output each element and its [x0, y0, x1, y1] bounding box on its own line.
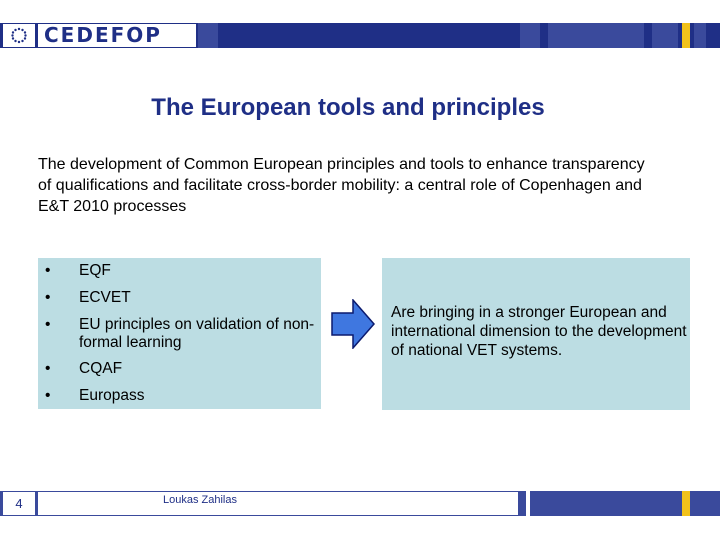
header-block — [652, 23, 678, 48]
intro-paragraph: The development of Common European principles and tools to enhance transparency of qualifications and facilitate cross-border mobility: a central role of Copenhagen and E&T 2010 processes — [38, 156, 645, 215]
list-item-text: EU principles on validation of non-formal learning — [79, 316, 315, 351]
right-arrow-icon — [331, 299, 375, 354]
eu-flag-icon — [3, 24, 35, 47]
bullet-icon: • — [45, 316, 51, 333]
cedefop-logo: CEDEFOP — [44, 23, 162, 47]
footer-panel — [38, 492, 518, 515]
slide-title: The European tools and principles — [151, 94, 545, 121]
tools-box — [38, 258, 321, 409]
bullet-icon: • — [45, 360, 51, 377]
footer-accent — [682, 491, 690, 516]
header-block — [198, 23, 218, 48]
header-block — [520, 23, 540, 48]
author-name: Loukas Zahilas — [163, 494, 237, 506]
list-item-text: EQF — [79, 262, 111, 279]
list-item-text: CQAF — [79, 360, 123, 377]
bullet-icon: • — [45, 262, 51, 279]
result-text: Are bringing in a stronger European and international dimension to the development of national VET systems. — [391, 304, 687, 359]
header-block — [548, 23, 644, 48]
footer-divider — [526, 491, 530, 516]
bullet-icon: • — [45, 387, 51, 404]
bullet-icon: • — [45, 289, 51, 306]
result-box — [382, 258, 690, 410]
header-block — [694, 23, 706, 48]
page-number: 4 — [15, 496, 23, 511]
list-item-text: ECVET — [79, 289, 131, 306]
header-accent — [682, 23, 690, 48]
list-item-text: Europass — [79, 387, 145, 404]
